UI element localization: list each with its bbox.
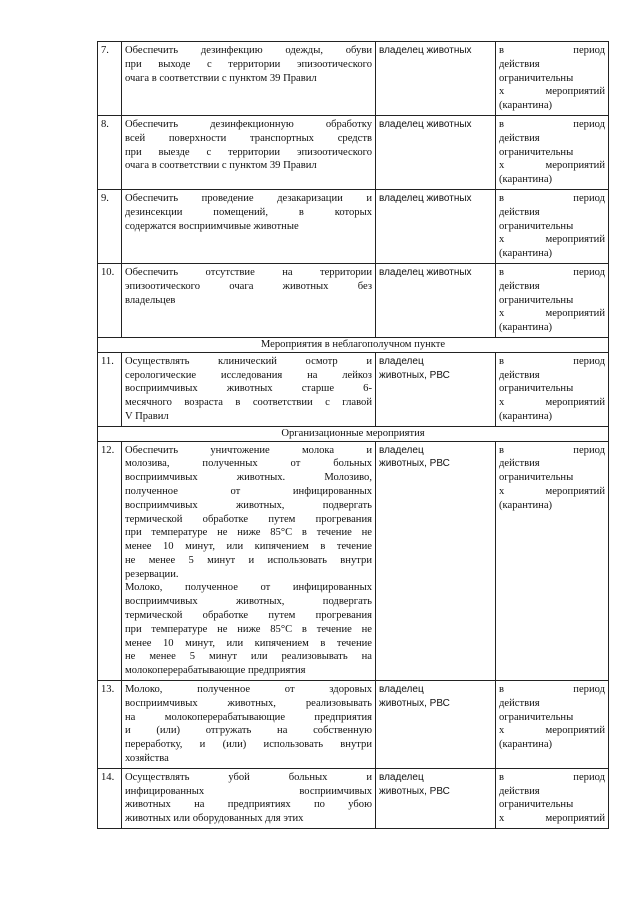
text-line: в период	[499, 266, 605, 278]
section-row	[98, 337, 609, 352]
table-row	[98, 681, 609, 769]
table-row	[98, 352, 609, 426]
text-line: ограничительны	[499, 72, 574, 84]
deadline	[496, 681, 609, 769]
row-number: 10.	[98, 263, 122, 337]
text-line: восприимчивых животных старше 6-	[125, 383, 372, 395]
table-row	[98, 263, 609, 337]
text-line: Обеспечить дезинфекционную обработку	[125, 118, 372, 130]
text-line: в период	[499, 118, 605, 130]
text-line: при температуре не ниже 85°С в течение не	[125, 623, 372, 635]
text-line: (карантина)	[499, 739, 553, 751]
text-line: переработку, и (или) использовать внутри	[125, 739, 372, 751]
measure-text	[122, 189, 376, 263]
text-line: ограничительны	[499, 383, 574, 395]
text-line: термической обработке путем прогревания	[125, 610, 372, 622]
text-line: серологические исследования на лейкоз	[125, 369, 372, 381]
responsible-party	[376, 768, 496, 828]
text-line: в период	[499, 355, 605, 367]
responsible-party	[376, 352, 496, 426]
text-line: при выезде с территории эпизоотического	[125, 146, 372, 158]
text-line: (карантина)	[499, 100, 553, 112]
deadline	[496, 115, 609, 189]
row-number: 8.	[98, 115, 122, 189]
text-line: действия	[499, 785, 540, 797]
text-line: владельцев	[125, 294, 176, 306]
table-row	[98, 42, 609, 116]
text-line: Обеспечить проведение дезакаризации и	[125, 192, 372, 204]
deadline	[496, 352, 609, 426]
row-number: 11.	[98, 352, 122, 426]
text-line: х мероприятий	[499, 86, 605, 98]
text-line: Осуществлять убой больных и	[125, 771, 372, 783]
measure-text	[122, 768, 376, 828]
text-line: полученное от инфицированных	[125, 485, 372, 497]
text-line: х мероприятий	[499, 725, 605, 737]
text-line: действия	[499, 206, 540, 218]
text-line: V Правил	[125, 410, 169, 422]
text-line: действия	[499, 132, 540, 144]
table-row	[98, 115, 609, 189]
text-line: очага в соответствии с пунктом 39 Правил	[125, 72, 317, 84]
text-line: и (или) отгружать на собственную	[125, 725, 372, 737]
measures-table	[97, 41, 609, 829]
text-line: животных, РВС	[379, 697, 450, 709]
measure-text	[122, 681, 376, 769]
text-line: х мероприятий	[499, 397, 605, 409]
text-line: Обеспечить дезинфекцию одежды, обуви	[125, 45, 372, 56]
deadline	[496, 768, 609, 828]
text-line: владелец	[379, 684, 424, 696]
text-line: действия	[499, 58, 540, 70]
measure-text	[122, 42, 376, 116]
text-line: в период	[499, 684, 605, 696]
text-line: восприимчивых животных. Молозиво,	[125, 472, 372, 484]
text-line: эпизоотического очага животных без	[125, 280, 372, 292]
responsible-party: владелец животных	[376, 42, 496, 116]
text-line: менее 10 минут, или кипячением в течение	[125, 541, 372, 553]
text-line: х мероприятий	[499, 308, 605, 320]
text-line: ограничительны	[499, 220, 574, 232]
text-line: молозива, полученных от больных	[125, 458, 372, 470]
text-line: владелец	[379, 355, 424, 367]
text-line: на молокоперерабатывающие предприятия	[125, 711, 372, 723]
table-row	[98, 768, 609, 828]
text-line: животных, РВС	[379, 785, 450, 797]
text-line: дезинсекции помещений, в которых	[125, 206, 372, 218]
responsible-party	[376, 441, 496, 681]
text-line: (карантина)	[499, 499, 553, 511]
text-line: в период	[499, 192, 605, 204]
text-line: ограничительны	[499, 711, 574, 723]
measure-text	[122, 263, 376, 337]
text-line: восприимчивых животных, подвергать	[125, 499, 372, 511]
text-line: содержатся восприимчивые животные	[125, 220, 299, 232]
text-line: месячного возраста в соответствии с главой	[125, 397, 372, 409]
text-line: х мероприятий	[499, 234, 605, 246]
section-row	[98, 426, 609, 441]
text-line: (карантина)	[499, 410, 553, 422]
deadline	[496, 441, 609, 681]
text-line: животных, РВС	[379, 369, 450, 381]
section-title: Мероприятия в неблагополучном пункте	[98, 337, 609, 352]
text-line: резервации.	[125, 568, 179, 580]
text-line: ограничительны	[499, 799, 574, 811]
text-line: Обеспечить уничтожение молока и	[125, 444, 372, 456]
text-line: в период	[499, 444, 605, 456]
row-number: 12.	[98, 441, 122, 681]
text-line: животных, РВС	[379, 458, 450, 470]
text-line: ограничительны	[499, 294, 574, 306]
responsible-party: владелец животных	[376, 189, 496, 263]
row-number: 7.	[98, 42, 122, 116]
text-line: х мероприятий	[499, 160, 605, 172]
text-line: (карантина)	[499, 248, 553, 260]
text-line: владелец	[379, 771, 424, 783]
table-row	[98, 441, 609, 681]
table-row	[98, 189, 609, 263]
text-line: восприимчивых животных, реализовывать	[125, 697, 372, 709]
text-line: х мероприятий	[499, 813, 605, 825]
text-line: в период	[499, 45, 605, 56]
text-line: хозяйства	[125, 753, 169, 765]
text-line: Осуществлять клинический осмотр и	[125, 355, 372, 367]
text-line: восприимчивых животных, подвергать	[125, 596, 372, 608]
text-line: Молоко, полученное от здоровых	[125, 684, 372, 696]
text-line: животных или оборудованных для этих	[125, 813, 304, 825]
measure-text	[122, 352, 376, 426]
text-line: ограничительны	[499, 146, 574, 158]
deadline	[496, 263, 609, 337]
measure-text	[122, 115, 376, 189]
text-line: молокоперерабатывающие предприятия	[125, 665, 306, 677]
deadline	[496, 42, 609, 116]
text-line: менее 10 минут, или кипячением в течение	[125, 637, 372, 649]
text-line: действия	[499, 369, 540, 381]
deadline	[496, 189, 609, 263]
row-number: 13.	[98, 681, 122, 769]
text-line: при температуре не ниже 85°С в течение не	[125, 527, 372, 539]
responsible-party	[376, 681, 496, 769]
text-line: всей поверхности транспортных средств	[125, 132, 372, 144]
text-line: действия	[499, 458, 540, 470]
text-line: очага в соответствии с пунктом 39 Правил	[125, 160, 317, 172]
text-line: ограничительны	[499, 472, 574, 484]
text-line: действия	[499, 280, 540, 292]
text-line: при выходе с территории эпизоотического	[125, 58, 372, 70]
text-line: животных на предприятиях по убою	[125, 799, 372, 811]
text-line: термической обработке путем прогревания	[125, 513, 372, 525]
text-line: не менее 5 минут или реализовывать на	[125, 651, 372, 663]
text-line: (карантина)	[499, 322, 553, 334]
text-line: инфицированных восприимчивых	[125, 785, 372, 797]
text-line: х мероприятий	[499, 485, 605, 497]
text-line: действия	[499, 697, 540, 709]
text-line: владелец	[379, 444, 424, 456]
responsible-party: владелец животных	[376, 263, 496, 337]
row-number: 9.	[98, 189, 122, 263]
text-line: Молоко, полученное от инфицированных	[125, 582, 372, 594]
text-line: не менее 5 минут и использовать внутри	[125, 554, 372, 566]
text-line: (карантина)	[499, 174, 553, 186]
measure-text	[122, 441, 376, 681]
row-number: 14.	[98, 768, 122, 828]
section-title: Организационные мероприятия	[98, 426, 609, 441]
responsible-party: владелец животных	[376, 115, 496, 189]
text-line: в период	[499, 771, 605, 783]
text-line: Обеспечить отсутствие на территории	[125, 266, 372, 278]
